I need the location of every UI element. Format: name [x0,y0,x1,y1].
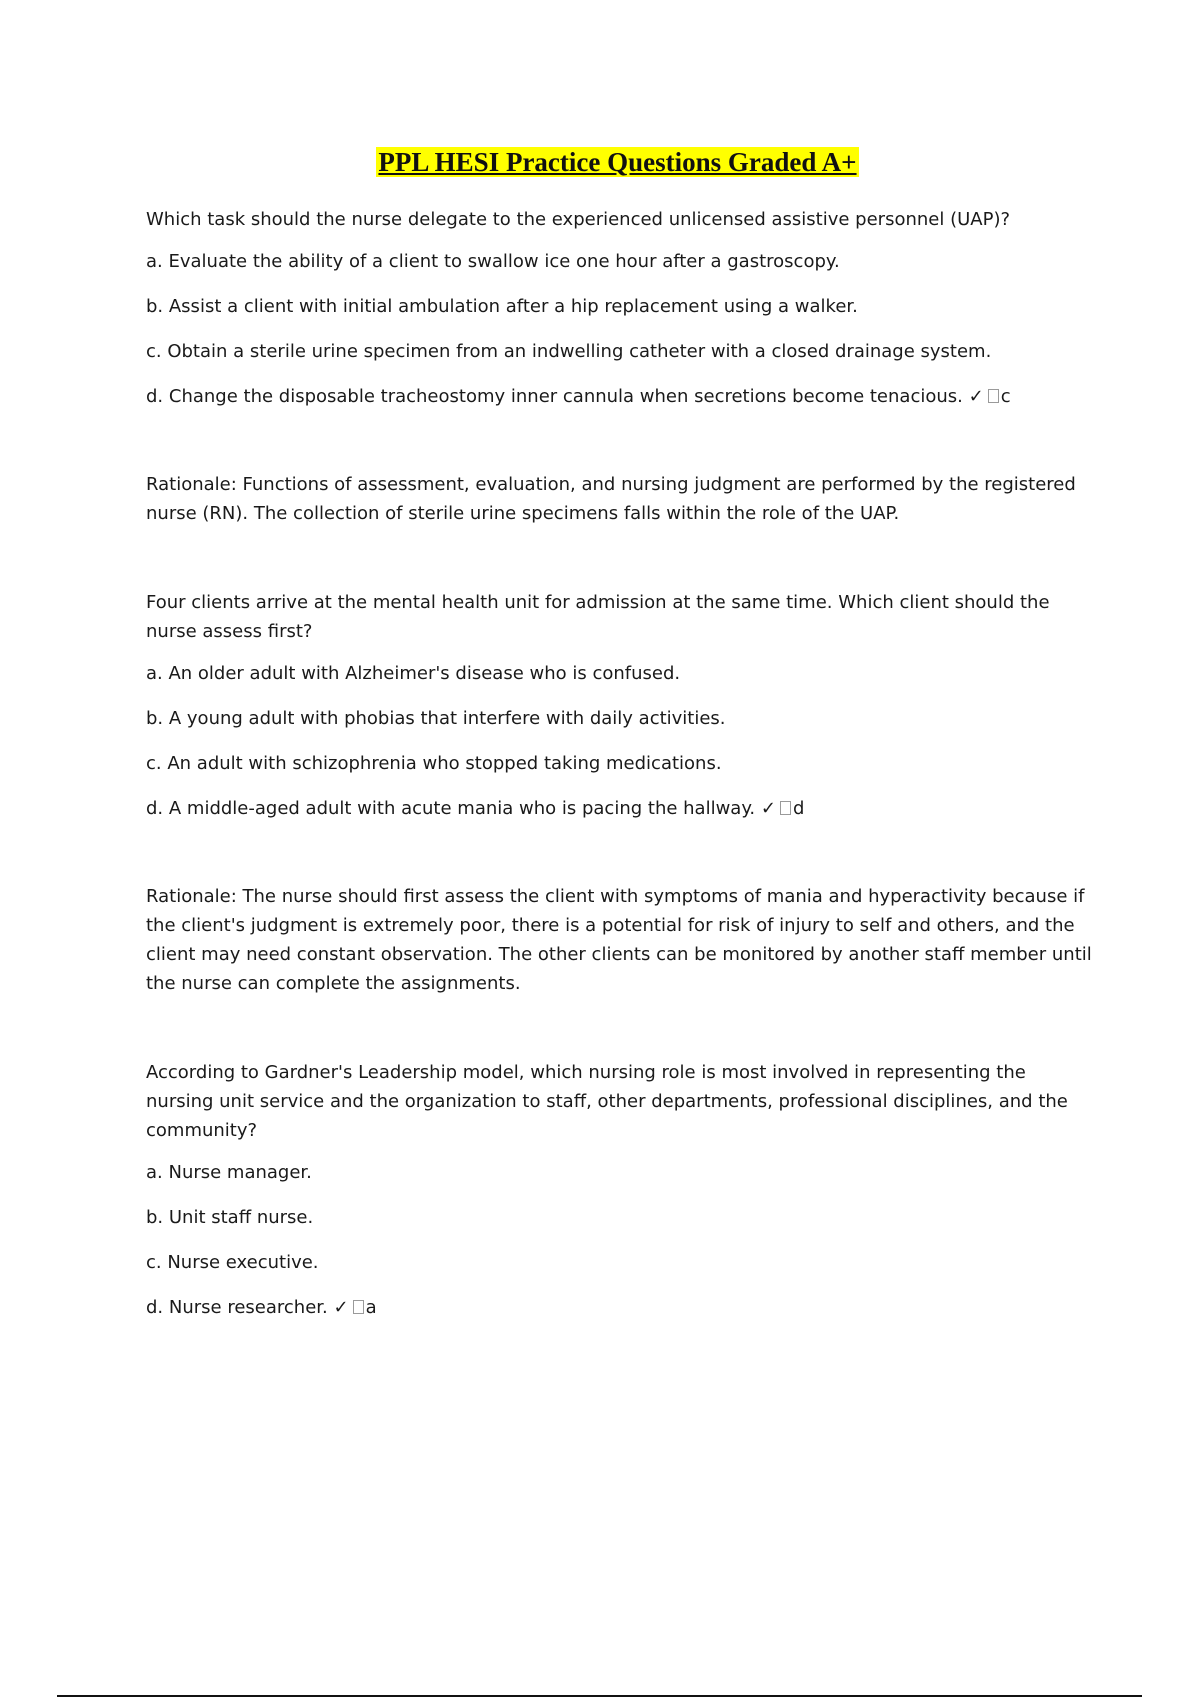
option-c: c. An adult with schizophrenia who stopped taking medications. [146,753,722,774]
checkmark-icon: ✓ [968,386,984,407]
missing-glyph-box-icon [988,389,999,403]
document-body [146,205,1096,1381]
option-d: d. Nurse researcher. [146,1297,328,1318]
question-block-3 [146,1058,1096,1321]
option-b: b. Unit staff nurse. [146,1207,314,1228]
answer-key: a [365,1297,377,1318]
question-text: Which task should the nurse delegate to the experienced unlicensed assistive personnel (UAP)? [146,209,1011,230]
option-a: a. An older adult with Alzheimer's disease who is confused. [146,663,681,684]
option-c: c. Nurse executive. [146,1252,319,1273]
option-d-with-answer [146,796,1096,822]
option-d: d. Change the disposable tracheostomy inner cannula when secretions become tenacious. [146,386,963,407]
rationale-text: Rationale: The nurse should first assess the client with symptoms of mania and hyperactivity because if the client's judgment is extremely poor, there is a potential for risk of injury to self and others, and the client may need constant observation. The other clients can be monitored by another staff member until the nurse can complete the assignments. [146,886,1092,994]
option-d-with-answer [146,384,1096,410]
option-a: a. Nurse manager. [146,1162,312,1183]
question-text: According to Gardner's Leadership model, which nursing role is most involved in representing the nursing unit service and the organization to staff, other departments, professional disciplines, and the community? [146,1062,1068,1141]
checkmark-icon: ✓ [760,798,776,819]
question-text: Four clients arrive at the mental health unit for admission at the same time. Which client should the nurse assess first? [146,592,1050,642]
option-d-with-answer [146,1295,1096,1321]
option-c: c. Obtain a sterile urine specimen from an indwelling catheter with a closed drainage system. [146,341,992,362]
option-d: d. A middle-aged adult with acute mania who is pacing the hallway. [146,798,756,819]
rationale-text: Rationale: Functions of assessment, evaluation, and nursing judgment are performed by the registered nurse (RN). The collection of sterile urine specimens falls within the role of the UAP. [146,474,1076,524]
missing-glyph-box-icon [780,801,791,815]
option-a: a. Evaluate the ability of a client to swallow ice one hour after a gastroscopy. [146,251,840,272]
answer-key: c [1000,386,1011,407]
question-block-1 [146,205,1096,528]
page-title-text: PPL HESI Practice Questions Graded A+ [378,147,857,177]
footer-divider [57,1695,1142,1697]
checkmark-icon: ✓ [333,1297,349,1318]
answer-key: d [792,798,805,819]
option-b: b. A young adult with phobias that interfere with daily activities. [146,708,726,729]
page-title [0,143,1200,179]
question-block-2 [146,588,1096,998]
option-b: b. Assist a client with initial ambulation after a hip replacement using a walker. [146,296,858,317]
missing-glyph-box-icon [353,1300,364,1314]
